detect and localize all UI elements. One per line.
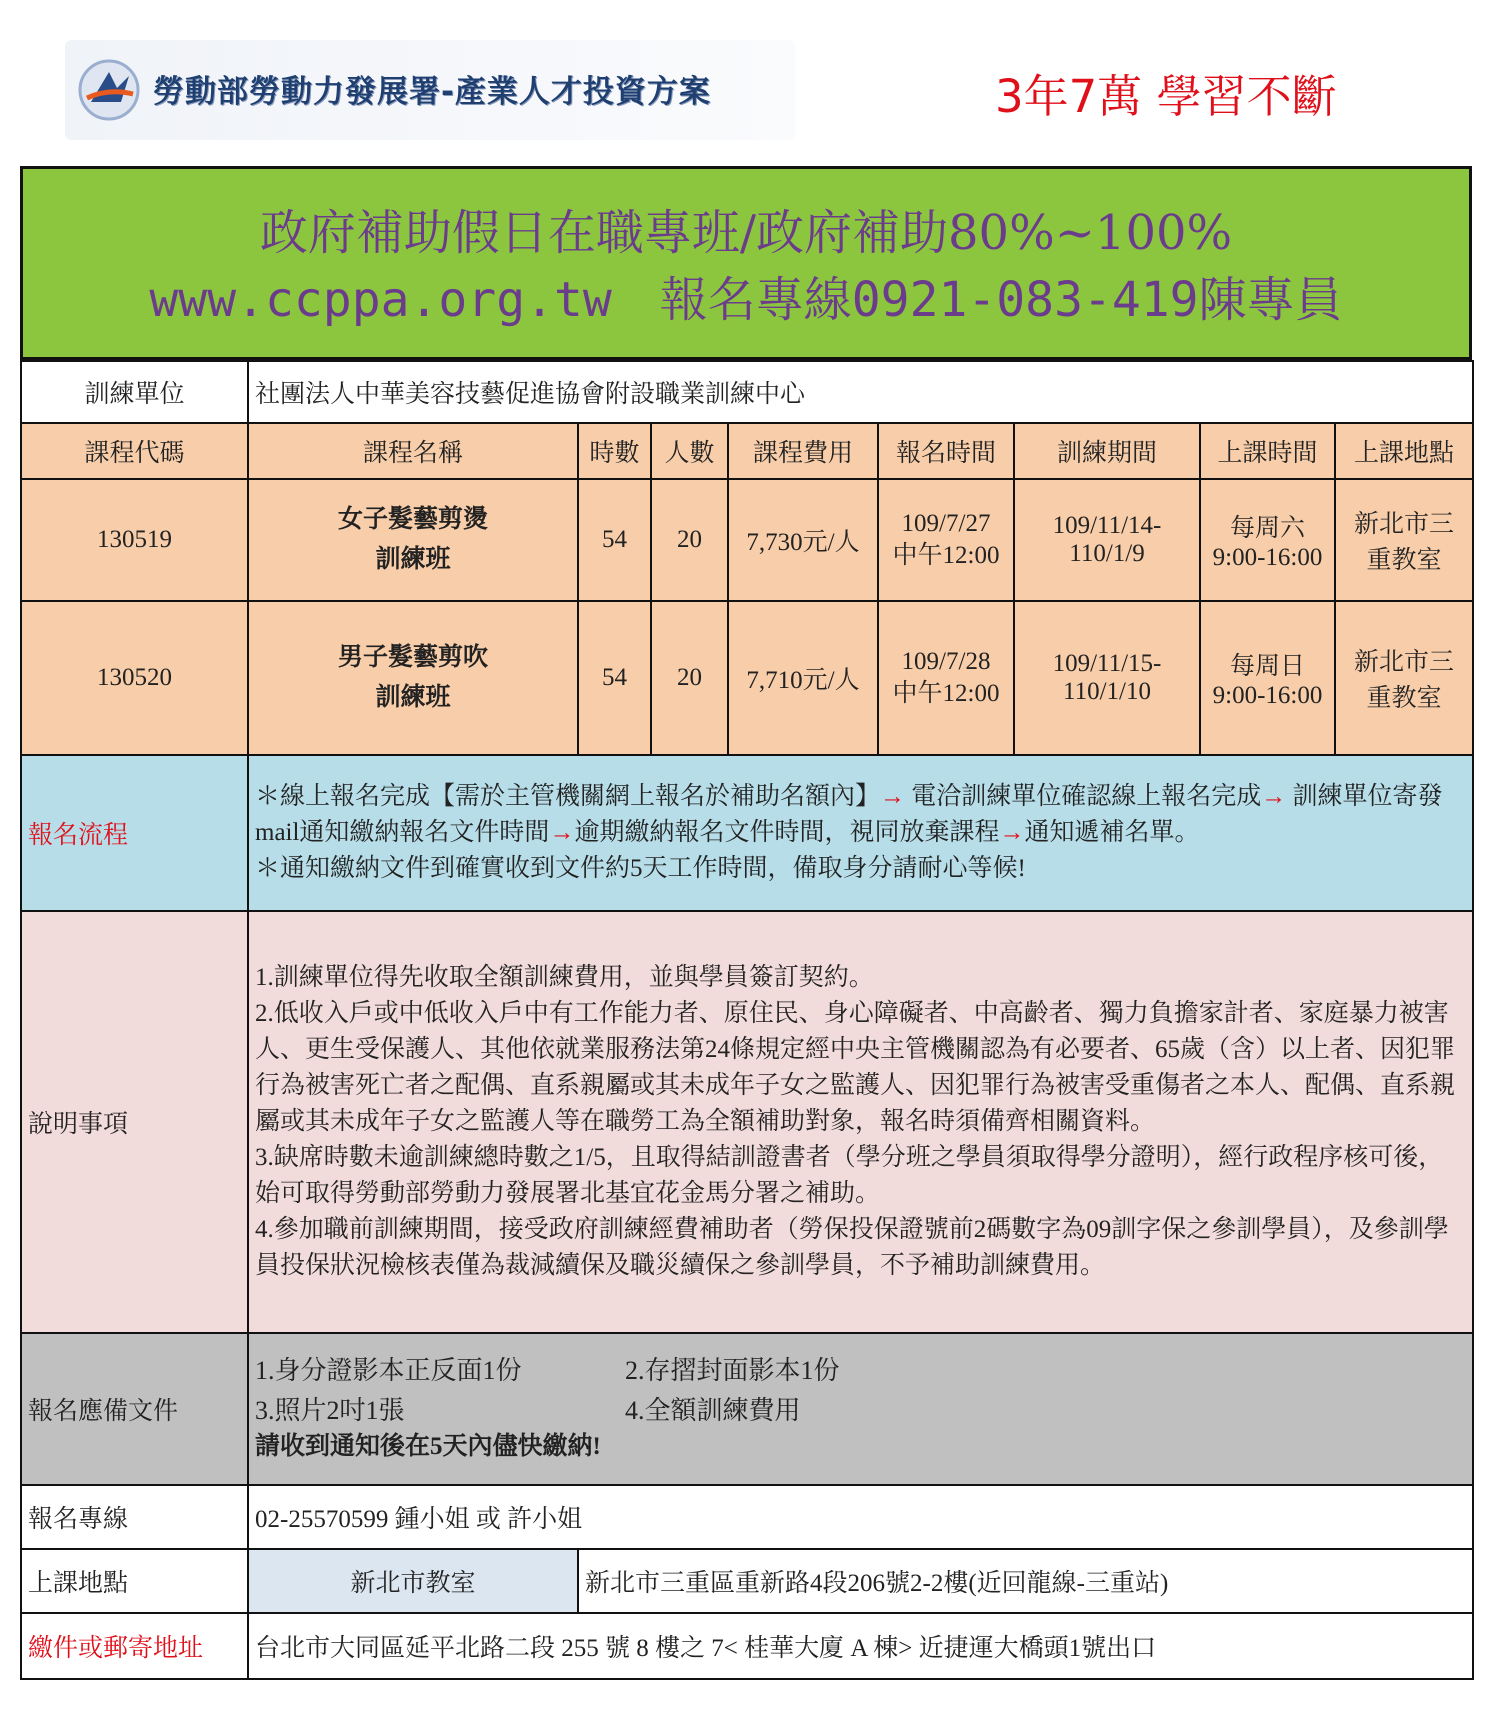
banner-title: 政府補助假日在職專班/政府補助80%~100%: [259, 205, 1233, 261]
course-hours: 54: [578, 601, 651, 755]
location-row: [21, 1549, 1473, 1613]
mail-row: [21, 1613, 1473, 1679]
course-period: 109/11/15- 110/1/10: [1014, 601, 1200, 755]
logo: [65, 40, 795, 140]
course-people: 20: [651, 479, 728, 601]
col-header-code: 課程代碼: [21, 423, 248, 479]
note-item: 1.訓練單位得先收取全額訓練費用，並與學員簽訂契約。: [255, 964, 874, 991]
course-name: 男子髮藝剪吹 訓練班: [248, 601, 578, 755]
arrow-right-icon: →: [1261, 783, 1287, 810]
mail-label: 繳件或郵寄地址: [21, 1613, 248, 1679]
arrow-right-icon: →: [880, 783, 906, 810]
column-header-row: [21, 423, 1473, 479]
course-people: 20: [651, 601, 728, 755]
col-header-people: 人數: [651, 423, 728, 479]
agency-logo-icon: [77, 58, 141, 122]
course-time: 每周日 9:00-16:00: [1200, 601, 1335, 755]
location-address: 新北市三重區重新路4段206號2-2樓(近回龍線-三重站): [578, 1549, 1473, 1613]
hotline-row: [21, 1485, 1473, 1549]
col-header-hours: 時數: [578, 423, 651, 479]
col-header-period: 訓練期間: [1014, 423, 1200, 479]
hotline-value: 02-25570599 鍾小姐 或 許小姐: [248, 1485, 1473, 1549]
course-table: [20, 360, 1474, 1680]
arrow-right-icon: →: [549, 819, 575, 846]
course-fee: 7,710元/人: [728, 601, 878, 755]
course-hours: 54: [578, 479, 651, 601]
hotline-label: 報名專線: [21, 1485, 248, 1549]
col-header-fee: 課程費用: [728, 423, 878, 479]
table-row: [21, 479, 1473, 601]
col-header-name: 課程名稱: [248, 423, 578, 479]
mail-address: 台北市大同區延平北路二段 255 號 8 樓之 7< 桂華大廈 A 棟> 近捷運大橋頭1號出口: [248, 1613, 1473, 1679]
location-name: 新北市教室: [248, 1549, 578, 1613]
notes-row: [21, 911, 1473, 1333]
course-time: 每周六 9:00-16:00: [1200, 479, 1335, 601]
course-code: 130519: [21, 479, 248, 601]
course-period: 109/11/14- 110/1/9: [1014, 479, 1200, 601]
page-header: [0, 0, 1506, 160]
doc-item: 3.照片2吋1張: [255, 1396, 405, 1425]
col-header-time: 上課時間: [1200, 423, 1335, 479]
location-label: 上課地點: [21, 1549, 248, 1613]
doc-item: 2.存摺封面影本1份: [625, 1356, 840, 1385]
documents-row: [21, 1333, 1473, 1485]
process-text: ＊線上報名完成【需於主管機關網上報名於補助名額內】→ 電洽訓練單位確認線上報名完成→ 訓練單位寄發mail通知繳納報名文件時間→逾期繳納報名文件時間，視同放棄課程→通知遞補名單。 ＊通知繳納文件到確實收到文件約5天工作時間，備取身分請耐心等候!: [248, 755, 1473, 911]
course-place: 新北市三 重教室: [1335, 601, 1473, 755]
course-signup: 109/7/27 中午12:00: [878, 479, 1014, 601]
logo-text: 勞動部勞動力發展署-產業人才投資方案: [153, 74, 711, 110]
process-label: 報名流程: [21, 755, 248, 911]
note-item: 3.缺席時數未逾訓練總時數之1/5，且取得結訓證書者（學分班之學員須取得學分證明），經行政程序核可後，始可取得勞動部勞動力發展署北基宜花金馬分署之補助。: [255, 1144, 1444, 1207]
course-signup: 109/7/28 中午12:00: [878, 601, 1014, 755]
notes-text: [248, 911, 1473, 1333]
col-header-signup: 報名時間: [878, 423, 1014, 479]
slogan: 3年7萬 學習不斷: [995, 70, 1337, 123]
course-place: 新北市三 重教室: [1335, 479, 1473, 601]
course-fee: 7,730元/人: [728, 479, 878, 601]
course-name: 女子髮藝剪燙 訓練班: [248, 479, 578, 601]
table-row: [21, 601, 1473, 755]
note-item: 2.低收入戶或中低收入戶中有工作能力者、原住民、身心障礙者、中高齡者、獨力負擔家計者、家庭暴力被害人、更生受保護人、其他依就業服務法第24條規定經中央主管機關認為有必要者、65歲（含）以上者、因犯罪行為被害死亡者之配偶、直系親屬或其未成年子女之監護人、因犯罪行為被害受重傷者之本人、配偶、直系親屬或其未成年子女之監護人等在職勞工為全額補助對象，報名時須備齊相關資料。: [255, 1000, 1456, 1135]
training-unit-value: 社團法人中華美容技藝促進協會附設職業訓練中心: [248, 361, 1473, 423]
documents-label: 報名應備文件: [21, 1333, 248, 1485]
banner: [20, 166, 1472, 360]
col-header-place: 上課地點: [1335, 423, 1473, 479]
arrow-right-icon: →: [999, 819, 1025, 846]
banner-contact: www.ccppa.org.tw 報名專線0921-083-419陳專員: [149, 272, 1343, 328]
notes-label: 說明事項: [21, 911, 248, 1333]
documents-notice: 請收到通知後在5天內儘快繳納!: [255, 1433, 601, 1460]
doc-item: 4.全額訓練費用: [625, 1396, 801, 1425]
course-code: 130520: [21, 601, 248, 755]
process-row: [21, 755, 1473, 911]
doc-item: 1.身分證影本正反面1份: [255, 1356, 522, 1385]
training-unit-label: 訓練單位: [21, 361, 248, 423]
note-item: 4.參加職前訓練期間，接受政府訓練經費補助者（勞保投保證號前2碼數字為09訓字保之參訓學員），及參訓學員投保狀況檢核表僅為裁減續保及職災續保之參訓學員，不予補助訓練費用。: [255, 1216, 1449, 1279]
training-unit-row: [21, 361, 1473, 423]
documents-text: [248, 1333, 1473, 1485]
